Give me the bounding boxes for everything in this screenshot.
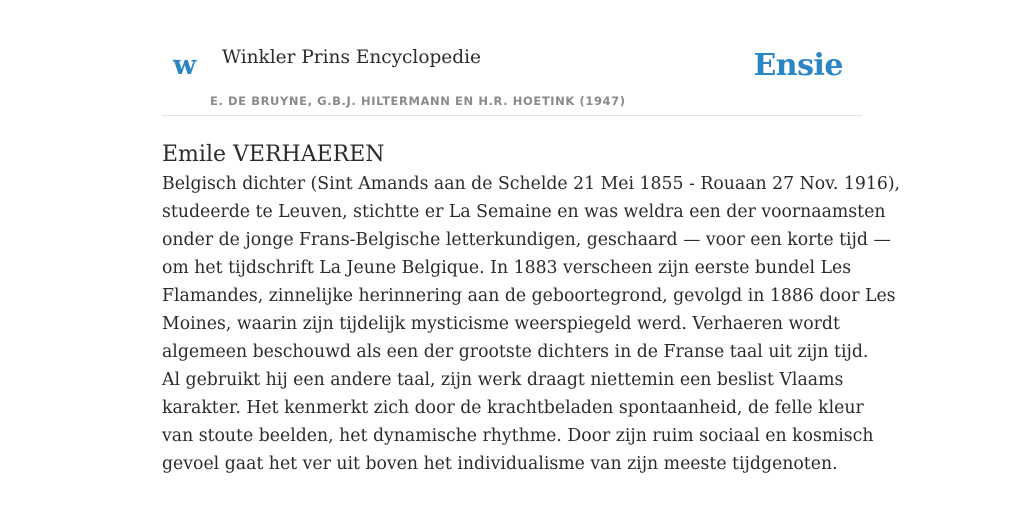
entry-body xyxy=(162,170,901,478)
text-line: om het tijdschrift La Jeune Belgique. In 1883 verscheen zijn eerste bundel Les xyxy=(162,257,852,278)
text-line: Al gebruikt hij een andere taal, zijn werk draagt niettemin een beslist Vlaams xyxy=(162,369,844,390)
text-line: studeerde te Leuven, stichtte er La Semaine en was weldra een der voornaamsten xyxy=(162,201,886,222)
text-line: van stoute beelden, het dynamische rhythme. Door zijn ruim sociaal en kosmisch xyxy=(162,425,874,446)
page xyxy=(162,0,901,478)
text-line: Belgisch dichter (Sint Amands aan de Schelde 21 Mei 1855 - Rouaan 27 Nov. 1916), xyxy=(162,173,901,194)
text-line: Flamandes, zinnelijke herinnering aan de geboortegrond, gevolgd in 1886 door Les xyxy=(162,285,896,306)
brand-logo[interactable]: Ensie xyxy=(753,48,843,83)
header xyxy=(162,0,862,116)
source-logo[interactable]: w xyxy=(173,50,197,81)
text-line: algemeen beschouwd als een der grootste dichters in de Franse taal uit zijn tijd. xyxy=(162,341,869,362)
paragraph xyxy=(162,170,901,366)
text-line: Moines, waarin zijn tijdelijk mysticisme weerspiegeld werd. Verhaeren wordt xyxy=(162,313,840,334)
text-line: gevoel gaat het ver uit boven het individualisme van zijn meeste tijdgenoten. xyxy=(162,453,838,474)
entry-title: Emile VERHAEREN xyxy=(162,142,385,167)
source-title[interactable]: Winkler Prins Encyclopedie xyxy=(222,47,481,68)
paragraph xyxy=(162,366,874,478)
text-line: onder de jonge Frans-Belgische letterkundigen, geschaard — voor een korte tijd — xyxy=(162,229,891,250)
source-authors: E. DE BRUYNE, G.B.J. HILTERMANN EN H.R. HOETINK (1947) xyxy=(210,94,626,108)
text-line: karakter. Het kenmerkt zich door de krachtbeladen spontaanheid, de felle kleur xyxy=(162,397,864,418)
